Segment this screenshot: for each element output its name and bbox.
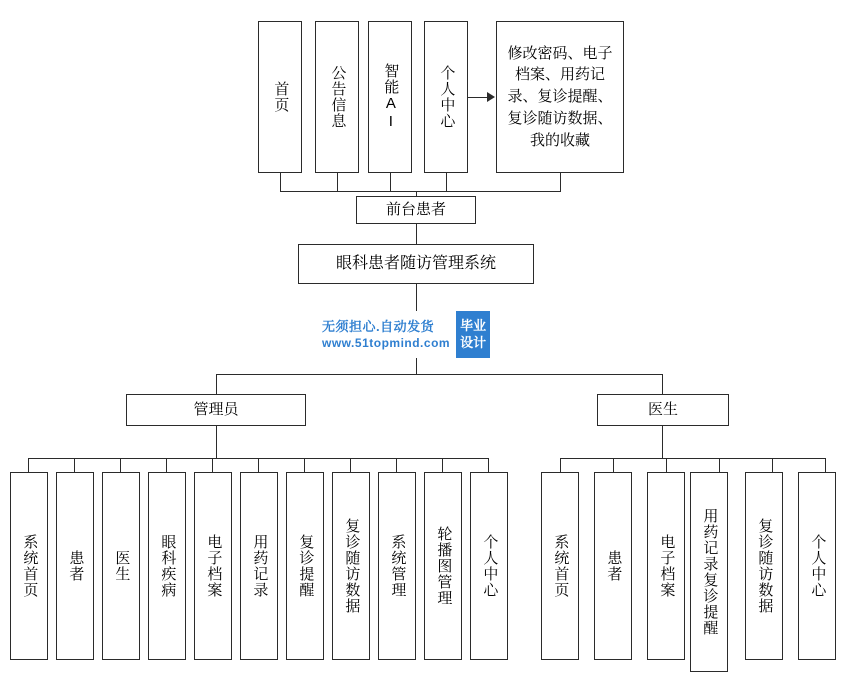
connector-announcement-down	[337, 173, 338, 191]
watermark-line2: www.51topmind.com	[322, 336, 451, 351]
root-system[interactable]	[298, 244, 534, 284]
node-label: 系统首页	[552, 534, 570, 598]
node-label: 智能AI	[382, 63, 400, 131]
admin-module-patient[interactable]	[56, 472, 94, 660]
node-label: 用药记录复诊提醒	[701, 508, 719, 636]
connector-admin-child-1	[74, 458, 75, 472]
connector-patient-to-root	[416, 224, 417, 244]
admin-module-system-management[interactable]	[378, 472, 416, 660]
connector-doctor-fan-bus	[560, 458, 826, 459]
doctor-module-system-home[interactable]	[541, 472, 579, 660]
node-label: 轮播图管理	[435, 526, 453, 606]
connector-detail-down	[560, 173, 561, 191]
admin-module-carousel-management[interactable]	[424, 472, 462, 660]
patient-personal-center-detail[interactable]	[496, 21, 624, 173]
admin-module-medication-record[interactable]	[240, 472, 278, 660]
node-label: 复诊提醒	[297, 534, 315, 598]
node-label: 电子档案	[205, 534, 223, 598]
connector-admin-child-0	[28, 458, 29, 472]
connector-doctor-child-3	[719, 458, 720, 472]
node-label: 管理员	[193, 400, 239, 418]
admin-module-personal-center[interactable]	[470, 472, 508, 660]
connector-patient-bus	[280, 191, 561, 192]
node-label: 患者	[67, 550, 85, 582]
connector-personalcenter-down	[446, 173, 447, 191]
admin-module-revisit-reminder[interactable]	[286, 472, 324, 660]
node-label: 系统管理	[389, 534, 407, 598]
doctor-module-personal-center[interactable]	[798, 472, 836, 660]
connector-root-down	[416, 284, 417, 311]
patient-module-ai[interactable]	[368, 21, 412, 173]
node-label: 复诊随访数据	[343, 518, 361, 614]
doctor-module-electronic-record[interactable]	[647, 472, 685, 660]
connector-bus-to-doctor	[662, 374, 663, 394]
connector-admin-down	[216, 426, 217, 458]
connector-doctor-child-5	[825, 458, 826, 472]
role-patient[interactable]	[356, 196, 476, 224]
connector-doctor-child-2	[666, 458, 667, 472]
connector-admin-child-3	[166, 458, 167, 472]
connector-admin-child-8	[396, 458, 397, 472]
node-label: 用药记录	[251, 534, 269, 598]
node-label: 个人中心	[809, 534, 827, 598]
connector-doctor-child-1	[613, 458, 614, 472]
connector-root-down-2	[416, 358, 417, 374]
admin-module-doctor[interactable]	[102, 472, 140, 660]
watermark-badge	[456, 311, 490, 358]
watermark-badge-line2: 设计	[460, 334, 487, 350]
connector-doctor-child-4	[772, 458, 773, 472]
node-label: 医生	[113, 550, 131, 582]
connector-personal-center-to-detail	[468, 97, 488, 98]
role-admin[interactable]	[126, 394, 306, 426]
node-label: 个人中心	[481, 534, 499, 598]
connector-admin-child-4	[212, 458, 213, 472]
watermark	[320, 311, 516, 358]
node-label: 医生	[647, 400, 678, 418]
watermark-badge-line1: 毕业	[460, 317, 487, 333]
node-label: 首页	[272, 81, 290, 113]
doctor-module-revisit-followup-data[interactable]	[745, 472, 783, 660]
node-label: 眼科患者随访管理系统	[335, 255, 496, 272]
connector-bus-to-admin	[216, 374, 217, 394]
watermark-text	[320, 311, 456, 358]
admin-module-system-home[interactable]	[10, 472, 48, 660]
watermark-line1: 无须担心.自动发货	[322, 318, 435, 334]
connector-home-down	[280, 173, 281, 191]
node-label: 患者	[605, 550, 623, 582]
connector-admin-child-9	[442, 458, 443, 472]
patient-module-announcement[interactable]	[315, 21, 359, 173]
node-label: 公告信息	[329, 65, 347, 129]
patient-module-home[interactable]	[258, 21, 302, 173]
node-label: 眼科疾病	[159, 534, 177, 598]
node-label: 修改密码、电子档案、用药记录、复诊提醒、复诊随访数据、我的收藏	[507, 44, 613, 149]
connector-doctor-child-0	[560, 458, 561, 472]
node-label: 前台患者	[385, 200, 446, 218]
doctor-module-patient[interactable]	[594, 472, 632, 660]
connector-admin-child-2	[120, 458, 121, 472]
connector-admin-child-7	[350, 458, 351, 472]
connector-doctor-down	[662, 426, 663, 458]
connector-role-bus	[216, 374, 663, 375]
connector-ai-down	[390, 173, 391, 191]
node-label: 复诊随访数据	[756, 518, 774, 614]
admin-module-revisit-followup-data[interactable]	[332, 472, 370, 660]
node-label: 电子档案	[658, 534, 676, 598]
connector-admin-child-6	[304, 458, 305, 472]
connector-admin-child-10	[488, 458, 489, 472]
connector-admin-child-5	[258, 458, 259, 472]
node-label: 系统首页	[21, 534, 39, 598]
admin-module-eye-disease[interactable]	[148, 472, 186, 660]
role-doctor[interactable]	[597, 394, 729, 426]
node-label: 个人中心	[438, 65, 456, 129]
patient-module-personal-center[interactable]	[424, 21, 468, 173]
admin-module-electronic-record[interactable]	[194, 472, 232, 660]
doctor-module-medication-revisit-reminder[interactable]	[690, 472, 728, 672]
arrow-head-personal-center	[487, 92, 495, 102]
